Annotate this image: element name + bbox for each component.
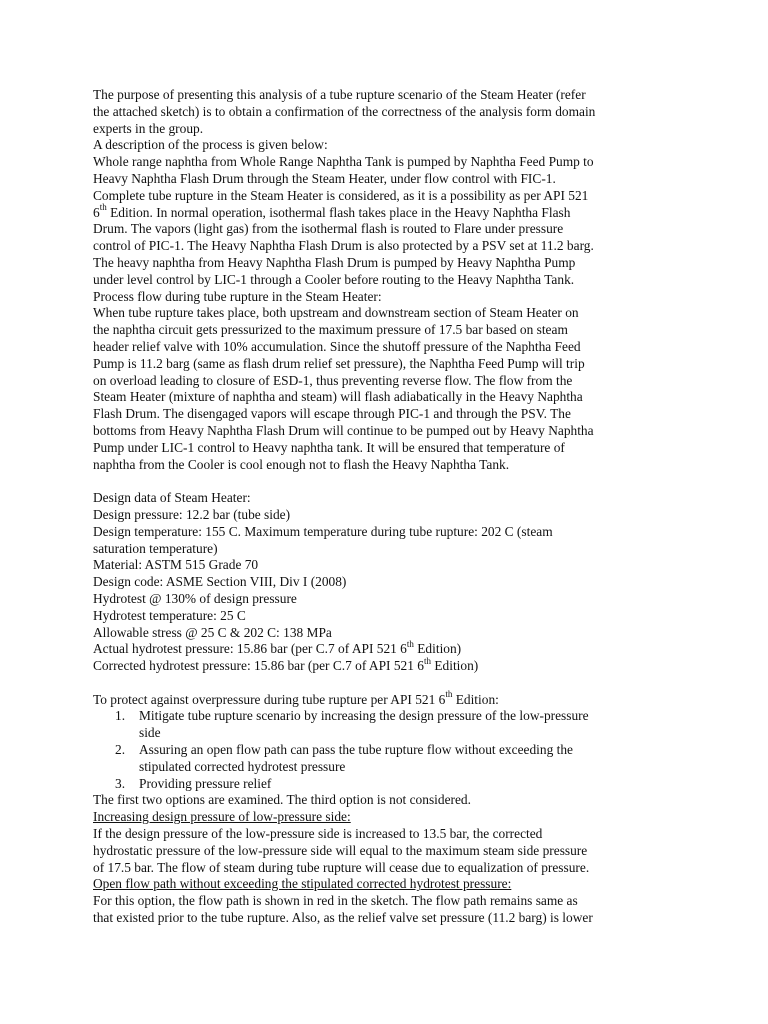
text-line: Design code: ASME Section VIII, Div I (2008): [93, 574, 347, 590]
text-line: The first two options are examined. The third option is not considered.: [93, 792, 471, 808]
text-line: naphtha from the Cooler is cool enough not to flash the Heavy Naphtha Tank.: [93, 456, 510, 472]
section-heading-increase: Increasing design pressure of low-pressure side:: [93, 809, 351, 825]
text-line: If the design pressure of the low-pressure side is increased to 13.5 bar, the corrected: [93, 826, 543, 842]
text-line: Design pressure: 12.2 bar (tube side): [93, 506, 291, 522]
text-line: header relief valve with 10% accumulation. Since the shutoff pressure of the Naphtha Feed: [93, 338, 581, 354]
text-line: A description of the process is given below:: [93, 137, 328, 153]
text-line: that existed prior to the tube rupture. Also, as the relief valve set pressure (11.2 barg) is lower: [93, 910, 593, 926]
text-line: Hydrotest @ 130% of design pressure: [93, 590, 297, 606]
design-data-heading: Design data of Steam Heater:: [93, 490, 251, 506]
text-line: Steam Heater (mixture of naphtha and steam) will flash adiabatically in the Heavy Naphtha: [93, 389, 583, 405]
text-line: Heavy Naphtha Flash Drum through the Steam Heater, under flow control with FIC-1.: [93, 170, 556, 186]
text-line: experts in the group.: [93, 120, 204, 136]
text-line: the naphtha circuit gets pressurized to the maximum pressure of 17.5 bar based on steam: [93, 322, 568, 338]
text-line: Process flow during tube rupture in the Steam Heater:: [93, 288, 382, 304]
list-item-line: Providing pressure relief: [139, 775, 272, 791]
text-line: the attached sketch) is to obtain a confirmation of the correctness of the analysis form domain: [93, 103, 596, 119]
text-line: control of PIC-1. The Heavy Naphtha Flash Drum is also protected by a PSV set at 11.2 barg.: [93, 238, 594, 254]
corrected-hydrotest-line: Corrected hydrotest pressure: 15.86 bar (per C.7 of API 521 6th Edition): [93, 655, 479, 674]
list-item-line: stipulated corrected hydrotest pressure: [139, 758, 346, 774]
section-heading-open-flow: Open flow path without exceeding the stipulated corrected hydrotest pressure:: [93, 876, 512, 892]
text-line: Flash Drum. The disengaged vapors will escape through PIC-1 and through the PSV. The: [93, 406, 571, 422]
text-line: Complete tube rupture in the Steam Heater is considered, as it is a possibility as per API 521: [93, 187, 589, 203]
text-line: saturation temperature): [93, 540, 218, 556]
text-line: Pump under LIC-1 control to Heavy naphtha tank. It will be ensured that temperature of: [93, 439, 565, 455]
list-number: 1.: [115, 708, 126, 724]
text-line: When tube rupture takes place, both upstream and downstream section of Steam Heater on: [93, 305, 579, 321]
text-line: For this option, the flow path is shown in red in the sketch. The flow path remains same as: [93, 893, 578, 909]
text-line: bottoms from Heavy Naphtha Flash Drum will continue to be pumped out by Heavy Naphtha: [93, 422, 594, 438]
text-line: The purpose of presenting this analysis of a tube rupture scenario of the Steam Heater (refer: [93, 87, 586, 102]
text-line: Hydrotest temperature: 25 C: [93, 607, 246, 623]
text-line: under level control by LIC-1 through a Cooler before routing to the Heavy Naphtha Tank.: [93, 271, 575, 287]
list-item: [93, 776, 768, 793]
list-item-line: Mitigate tube rupture scenario by increasing the design pressure of the low-pressure: [139, 708, 589, 724]
text-line: on overload leading to closure of ESD-1, thus preventing reverse flow. The flow from the: [93, 372, 573, 388]
text-line: of 17.5 bar. The flow of steam during tube rupture will cease due to equalization of pressure.: [93, 859, 590, 875]
options-list: [93, 708, 768, 792]
text-line: Material: ASTM 515 Grade 70: [93, 557, 259, 573]
text-line: Design temperature: 155 C. Maximum temperature during tube rupture: 202 C (steam: [93, 523, 553, 539]
protect-line: To protect against overpressure during tube rupture per API 521 6th Edition:: [93, 689, 499, 707]
list-item: [93, 742, 768, 776]
list-item-line: Assuring an open flow path can pass the tube rupture flow without exceeding the: [139, 742, 573, 758]
list-number: 3.: [115, 775, 126, 791]
text-line: hydrostatic pressure of the low-pressure side will equal to the maximum steam side pressure: [93, 842, 588, 858]
list-item: [93, 708, 768, 742]
actual-hydrotest-line: Actual hydrotest pressure: 15.86 bar (per C.7 of API 521 6th Edition): [93, 638, 462, 657]
text-line: Pump is 11.2 barg (same as flash drum relief set pressure), the Naphtha Feed Pump will trip: [93, 355, 585, 371]
blank-line: [93, 675, 768, 692]
list-item-line: side: [139, 725, 161, 741]
text-line: The heavy naphtha from Heavy Naphtha Flash Drum is pumped by Heavy Naphtha Pump: [93, 254, 576, 270]
list-number: 2.: [115, 742, 126, 758]
text-line: Drum. The vapors (light gas) from the isothermal flash is routed to Flare under pressure: [93, 221, 564, 237]
blank-line: [93, 473, 768, 490]
text-line-edition: 6th Edition. In normal operation, isothermal flash takes place in the Heavy Naphtha Flash: [93, 202, 571, 220]
text-line: Allowable stress @ 25 C & 202 C: 138 MPa: [93, 624, 332, 640]
text-line: Whole range naphtha from Whole Range Naphtha Tank is pumped by Naphtha Feed Pump to: [93, 154, 594, 170]
